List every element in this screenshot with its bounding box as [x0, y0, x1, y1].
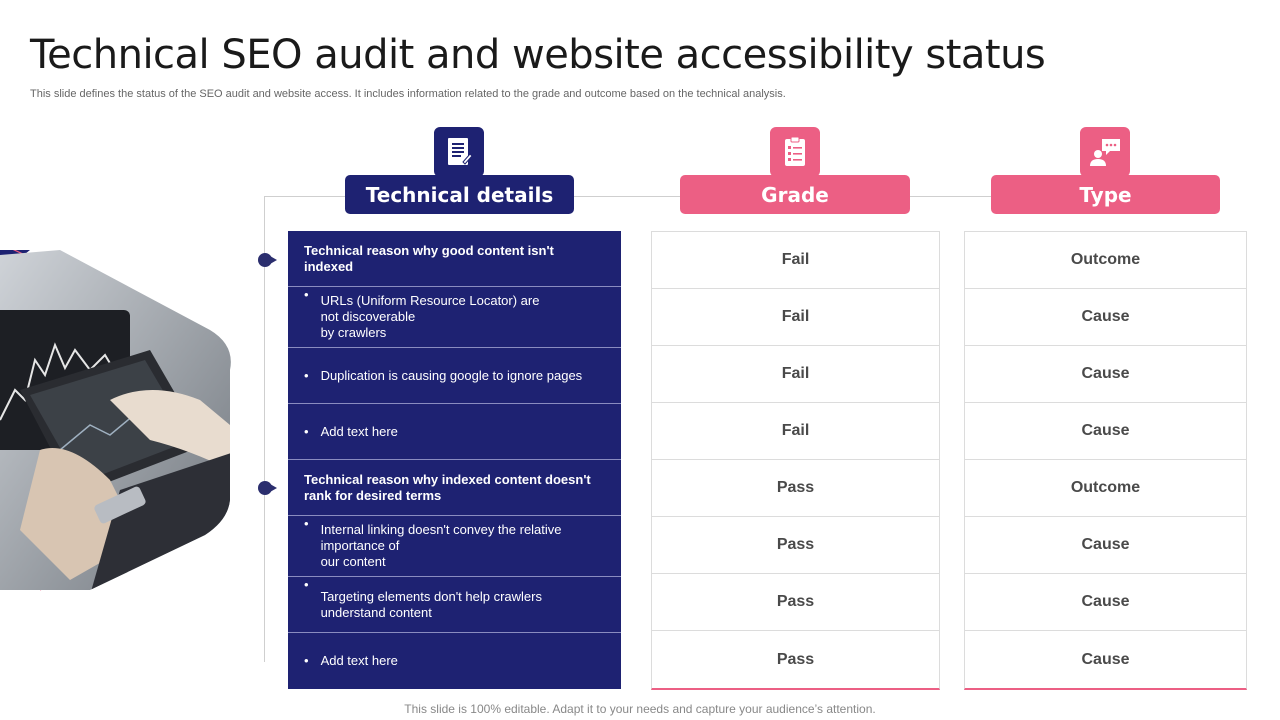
header-type: Type — [991, 175, 1220, 214]
document-icon — [432, 125, 486, 179]
technical-item-row: • Add text here — [288, 633, 621, 689]
grade-cell: Fail — [652, 289, 939, 346]
grade-cell: Fail — [652, 232, 939, 289]
type-cell: Cause — [1081, 650, 1130, 668]
speech-person-icon — [1078, 125, 1132, 179]
type-column — [964, 231, 1247, 690]
grade-cell: Fail — [652, 346, 939, 403]
grade-cell: Pass — [652, 517, 939, 574]
type-cell: Cause — [965, 289, 1246, 346]
technical-item-row: • Targeting elements don't help crawlers understand content — [288, 577, 621, 633]
grade-cell: Fail — [652, 403, 939, 460]
technical-heading-row: Technical reason why good content isn't indexed — [288, 231, 621, 287]
section-marker-2 — [258, 481, 272, 495]
type-cell: Cause — [965, 517, 1246, 574]
header-grade: Grade — [680, 175, 910, 214]
section-marker-1 — [258, 253, 272, 267]
type-cell: Outcome — [965, 460, 1246, 517]
tablet-stock-chart-image — [0, 250, 240, 595]
technical-item-row: • Duplication is causing google to ignore pages — [288, 348, 621, 404]
type-cell: Outcome — [965, 232, 1246, 289]
type-cell: Cause — [965, 403, 1246, 460]
technical-heading-row: Technical reason why indexed content doesn't rank for desired terms — [288, 460, 621, 516]
technical-item-row: • Internal linking doesn't convey the relative importance of our content — [288, 516, 621, 577]
footer-note: This slide is 100% editable. Adapt it to your needs and capture your audience’s attention. — [404, 702, 876, 716]
type-cell: Cause — [965, 574, 1246, 631]
grade-cell: Pass — [652, 574, 939, 631]
header-technical-details: Technical details — [345, 175, 574, 214]
grade-column — [651, 231, 940, 690]
technical-details-list — [288, 231, 621, 689]
grade-cell: Pass — [652, 460, 939, 517]
grade-cell: Pass — [776, 650, 815, 668]
checklist-icon — [768, 125, 822, 179]
type-cell: Cause — [965, 346, 1246, 403]
page-subtitle: This slide defines the status of the SEO audit and website access. It includes information related to the grade and outcome based on the technical analysis. — [30, 88, 786, 100]
technical-item-row: • URLs (Uniform Resource Locator) are not discoverable by crawlers — [288, 287, 621, 348]
technical-item-row: • Add text here — [288, 404, 621, 460]
page-title: Technical SEO audit and website accessibility status — [30, 32, 1046, 78]
